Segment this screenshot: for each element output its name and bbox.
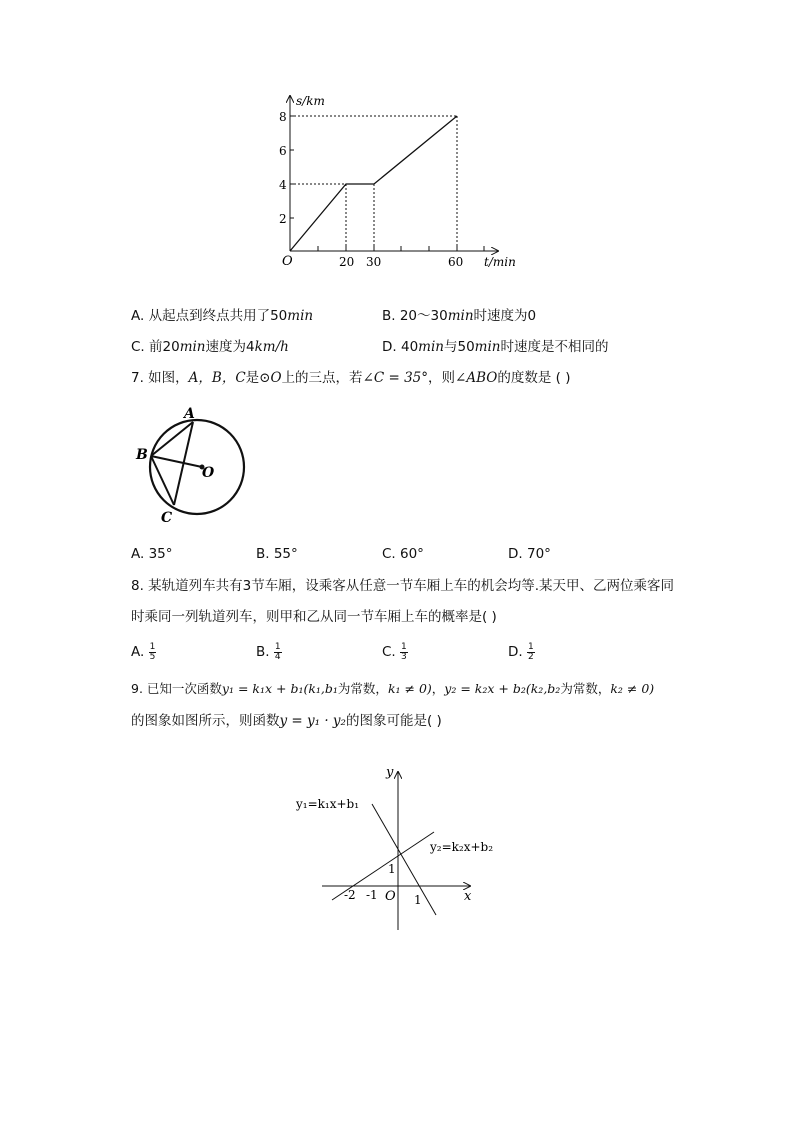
label-c: C [161,510,173,526]
q9-line-2: 的图象如图所示，则函数y = y₁ · y₂的图象可能是( ) [131,713,442,729]
line-y1 [372,804,436,915]
q7-option-b: B. 55° [256,546,298,562]
tick-x-1: 1 [414,893,422,907]
line2-label: y₂=k₂x+b₂ [430,840,494,854]
q6-option-b: B. 20～30min时速度为0 [382,308,537,324]
x-tick-20: 20 [339,255,355,269]
linear-functions-graph [290,760,510,938]
q9-line-1: 9. 已知一次函数y₁ = k₁x + b₁(k₁,b₁为常数，k₁ ≠ 0)，y₂ = k₂x + b₂(k₂,b₂为常数，k₂ ≠ 0) [131,681,655,696]
origin-label: O [282,254,293,269]
q8-option-a: A. $\frac{1}{5}$ [131,641,156,662]
label-o: O [202,465,215,481]
line1-label: y₁=k₁x+b₁ [296,797,360,811]
y-label: y [386,765,394,780]
q7-option-d: D. 70° [508,546,551,562]
x-label: x [464,889,472,904]
y-tick-8: 8 [279,110,287,124]
q8-option-b: B. $\frac{1}{4}$ [256,641,281,662]
tick-y-1: 1 [388,862,396,876]
q6-option-d: D. 40min与50min时速度是不相同的 [382,339,609,355]
distance-time-graph [270,88,530,273]
tick-neg-1: -1 [366,888,378,902]
label-a: A [184,406,195,422]
x-axis-label: t/min [484,255,516,269]
q8-line-2: 时乘同一列轨道列车，则甲和乙从同一节车厢上车的概率是( ) [131,609,497,625]
q6-option-a: A. 从起点到终点共用了50min [131,308,314,324]
q7-option-c: C. 60° [382,546,424,562]
x-tick-30: 30 [366,255,382,269]
q8-option-d: D. $\frac{1}{2}$ [508,641,534,662]
q8-line-1: 8. 某轨道列车共有3节车厢，设乘客从任意一节车厢上车的机会均等.某天甲、乙两位乘客同 [131,578,675,594]
q7-option-a: A. 35° [131,546,173,562]
circle-diagram [130,400,255,530]
x-tick-60: 60 [448,255,464,269]
q7-question: 7. 如图，A，B，C是⊙O上的三点，若∠C = 35°，则∠ABO的度数是 ( ) [131,370,571,386]
q8-option-c: C. $\frac{1}{3}$ [382,641,407,662]
tick-neg-2: -2 [344,888,356,902]
y-tick-6: 6 [279,144,287,158]
circle-o [150,420,244,514]
label-b: B [136,447,148,463]
y-axis-label: s/km [296,94,325,108]
segment-bo [151,456,202,467]
y-tick-2: 2 [279,212,287,226]
y-tick-4: 4 [279,178,287,192]
q6-option-c: C. 前20min速度为4km/h [131,339,289,355]
origin-label: O [385,889,396,904]
